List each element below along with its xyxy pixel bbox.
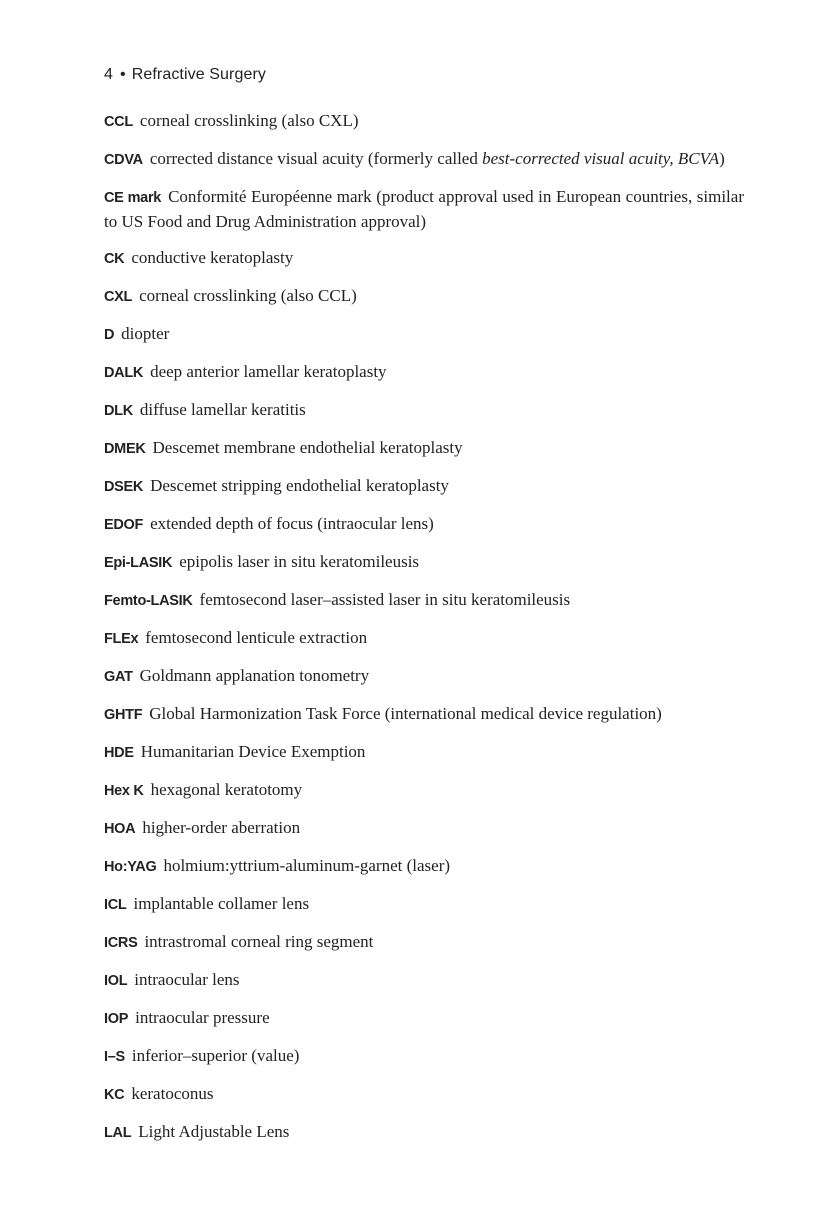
definition: corrected distance visual acuity (formerly called xyxy=(149,149,483,168)
definition: hexagonal keratotomy xyxy=(150,780,303,799)
definition: keratoconus xyxy=(131,1084,214,1103)
definition: Global Harmonization Task Force (international medical device regulation) xyxy=(149,704,662,723)
definition: corneal crosslinking (also CCL) xyxy=(139,286,357,305)
abbreviation-entry xyxy=(104,854,744,879)
abbreviation-entry xyxy=(104,360,744,385)
definition: diopter xyxy=(121,324,170,343)
abbreviation: IOP xyxy=(104,1011,129,1027)
definition: intraocular pressure xyxy=(135,1008,270,1027)
definition: Conformité Européenne mark (product approval used in European countries, similar to US Food and Drug Administration approval) xyxy=(104,187,744,231)
definition-close: ) xyxy=(719,149,725,168)
abbreviation-entry xyxy=(104,1006,744,1031)
abbreviation: CDVA xyxy=(104,152,143,168)
definition: intrastromal corneal ring segment xyxy=(144,932,374,951)
abbreviation: Femto-LASIK xyxy=(104,593,193,609)
abbreviation-entry xyxy=(104,322,744,347)
definition: holmium:yttrium-aluminum-garnet (laser) xyxy=(163,856,451,875)
abbreviation: ICRS xyxy=(104,935,138,951)
abbreviation: CE mark xyxy=(104,190,162,206)
abbreviation: DLK xyxy=(104,403,133,419)
abbreviation: HOA xyxy=(104,821,136,837)
abbreviation-entry xyxy=(104,1044,744,1069)
definition: Humanitarian Device Exemption xyxy=(140,742,366,761)
abbreviation-list xyxy=(104,109,744,1158)
abbreviation-entry xyxy=(104,1120,744,1145)
abbreviation: GAT xyxy=(104,669,133,685)
bullet-separator: • xyxy=(120,66,126,83)
abbreviation: DSEK xyxy=(104,479,144,495)
abbreviation-entry xyxy=(104,664,744,689)
abbreviation-entry xyxy=(104,626,744,651)
definition: higher-order aberration xyxy=(142,818,301,837)
abbreviation: Hex K xyxy=(104,783,144,799)
abbreviation: DMEK xyxy=(104,441,146,457)
abbreviation-entry xyxy=(104,147,744,172)
abbreviation: FLEx xyxy=(104,631,139,647)
definition: intraocular lens xyxy=(134,970,240,989)
abbreviation: HDE xyxy=(104,745,134,761)
abbreviation-entry xyxy=(104,778,744,803)
abbreviation-entry xyxy=(104,550,744,575)
abbreviation-entry xyxy=(104,588,744,613)
definition: corneal crosslinking (also CXL) xyxy=(139,111,359,130)
abbreviation: CK xyxy=(104,251,125,267)
definition: Descemet membrane endothelial keratoplasty xyxy=(152,438,463,457)
running-head xyxy=(104,66,266,84)
abbreviation-entry xyxy=(104,702,744,727)
abbreviation: LAL xyxy=(104,1125,132,1141)
abbreviation: Ho:YAG xyxy=(104,859,157,875)
abbreviation-entry xyxy=(104,185,744,233)
abbreviation: CXL xyxy=(104,289,133,305)
definition: femtosecond laser–assisted laser in situ keratomileusis xyxy=(199,590,571,609)
abbreviation-entry xyxy=(104,740,744,765)
definition: Light Adjustable Lens xyxy=(138,1122,290,1141)
abbreviation: GHTF xyxy=(104,707,143,723)
abbreviation: DALK xyxy=(104,365,144,381)
abbreviation: CCL xyxy=(104,114,133,130)
abbreviation: D xyxy=(104,327,115,343)
definition: femtosecond lenticule extraction xyxy=(145,628,368,647)
abbreviation: EDOF xyxy=(104,517,144,533)
abbreviation-entry xyxy=(104,398,744,423)
definition: conductive keratoplasty xyxy=(131,248,294,267)
abbreviation-entry xyxy=(104,816,744,841)
abbreviation: ICL xyxy=(104,897,127,913)
definition: implantable collamer lens xyxy=(133,894,310,913)
abbreviation-entry xyxy=(104,1082,744,1107)
abbreviation-entry xyxy=(104,284,744,309)
definition: diffuse lamellar keratitis xyxy=(139,400,306,419)
definition: extended depth of focus (intraocular lens) xyxy=(150,514,434,533)
abbreviation: IOL xyxy=(104,973,128,989)
definition: epipolis laser in situ keratomileusis xyxy=(179,552,420,571)
abbreviation: KC xyxy=(104,1087,125,1103)
abbreviation-entry xyxy=(104,474,744,499)
definition: inferior–superior (value) xyxy=(131,1046,300,1065)
abbreviation-entry xyxy=(104,109,744,134)
abbreviation: Epi-LASIK xyxy=(104,555,173,571)
definition: Descemet stripping endothelial keratoplasty xyxy=(150,476,449,495)
page-number: 4 xyxy=(104,66,113,83)
abbreviation-entry xyxy=(104,512,744,537)
abbreviation-entry xyxy=(104,892,744,917)
definition-italic: best-corrected visual acuity, BCVA xyxy=(482,149,720,168)
abbreviation: I–S xyxy=(104,1049,125,1065)
running-head-title: Refractive Surgery xyxy=(131,66,266,83)
abbreviation-entry xyxy=(104,246,744,271)
abbreviation-entry xyxy=(104,968,744,993)
definition: deep anterior lamellar keratoplasty xyxy=(150,362,387,381)
abbreviation-entry xyxy=(104,436,744,461)
abbreviation-entry xyxy=(104,930,744,955)
definition: Goldmann applanation tonometry xyxy=(139,666,370,685)
